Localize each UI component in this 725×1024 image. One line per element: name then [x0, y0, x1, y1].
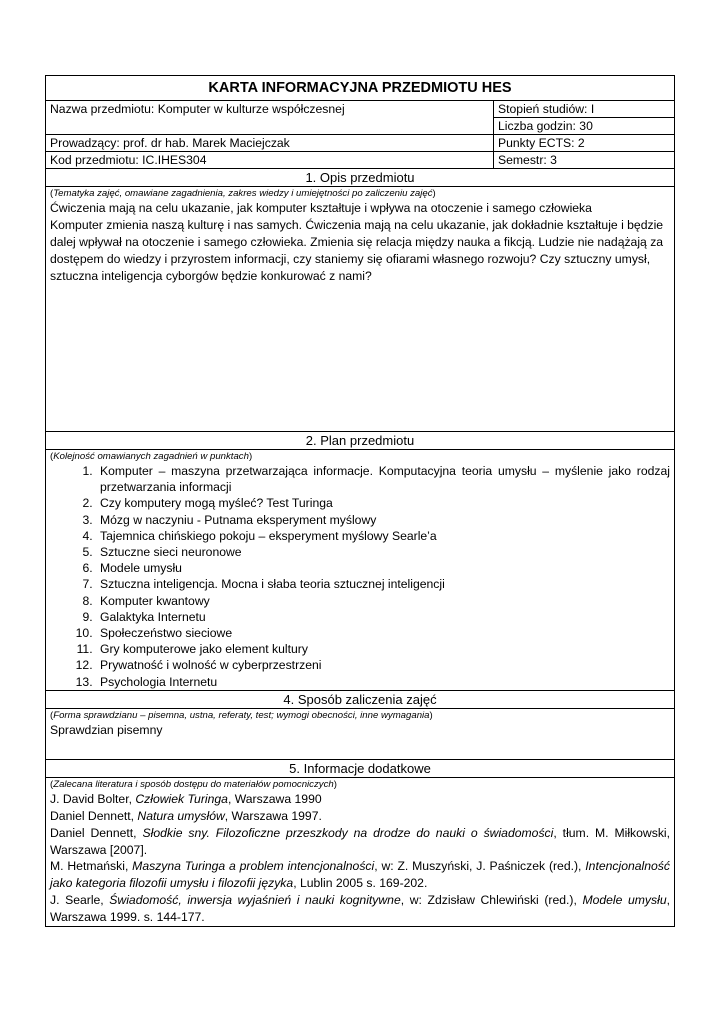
course-name: Nazwa przedmiotu: Komputer w kulturze współczesnej — [46, 101, 494, 135]
plan-item: 7. Sztuczna inteligencja. Mocna i słaba teoria sztucznej inteligencji — [96, 576, 670, 592]
assessment-method: Sprawdzian pisemny — [50, 722, 163, 737]
ects-points: Punkty ECTS: 2 — [494, 135, 675, 152]
section-1-description: Komputer zmienia naszą kulturę i nas samych. Ćwiczenia mają na celu ukazanie, jak dokładnie kształtuje i będzie dalej wpływał na otoczenie i samego człowieka. Zmienia się relacja między nauka a fikcją. Ludzie nie nadążają za dostępem do wiedzy i przyrostem informacji, czy staniemy się ofiarami własnego rozwoju? Czy sztuczny umysł, sztuczna inteligencja cyborgów będzie konkurować z nami? — [50, 218, 664, 283]
course-card — [45, 75, 674, 927]
section-4-content — [46, 708, 675, 759]
semester: Semestr: 3 — [494, 152, 675, 169]
plan-item: 8. Komputer kwantowy — [96, 593, 670, 609]
section-2-heading: 2. Plan przedmiotu — [46, 432, 675, 450]
plan-item: 9. Galaktyka Internetu — [96, 609, 670, 625]
plan-list — [50, 463, 670, 690]
section-2-content — [46, 450, 675, 691]
hours-count: Liczba godzin: 30 — [494, 118, 675, 135]
plan-item: 13. Psychologia Internetu — [96, 674, 670, 690]
plan-item: 1. Komputer – maszyna przetwarzająca informacje. Komputacyjna teoria umysłu – myślenie jako rodzaj przetwarzania informacji — [96, 463, 670, 495]
plan-item: 6. Modele umysłu — [96, 560, 670, 576]
plan-item: 4. Tajemnica chińskiego pokoju – eksperyment myślowy Searle’a — [96, 528, 670, 544]
study-level: Stopień studiów: I — [494, 101, 675, 118]
plan-item: 3. Mózg w naczyniu - Putnama eksperyment myślowy — [96, 512, 670, 528]
section-1-heading: 1. Opis przedmiotu — [46, 169, 675, 187]
section-5-note: (Zalecana literatura i sposób dostępu do materiałów pomocniczych) — [50, 778, 337, 790]
card-title: KARTA INFORMACYJNA PRZEDMIOTU HES — [46, 76, 675, 101]
reference-item: Daniel Dennett, Natura umysłów, Warszawa 1997. — [50, 808, 322, 823]
section-4-heading: 4. Sposób zaliczenia zajęć — [46, 690, 675, 708]
plan-item: 12. Prywatność i wolność w cyberprzestrzeni — [96, 657, 670, 673]
reference-item: M. Hetmański, Maszyna Turinga a problem intencjonalności, w: Z. Muszyński, J. Paśniczek (red.), Intencjonalność jako kategoria filozofii umysłu i filozofii języka, Lublin 2005 s. 169-202. — [50, 859, 670, 891]
section-1-content — [46, 187, 675, 432]
course-table — [45, 75, 675, 927]
reference-item: J. David Bolter, Człowiek Turinga, Warszawa 1990 — [50, 791, 322, 806]
reference-item: Daniel Dennett, Słodkie sny. Filozoficzne przeszkody na drodze do nauki o świadomości, tłum. M. Miłkowski, Warszawa [2007]. — [50, 825, 671, 857]
course-code: Kod przedmiotu: IC.IHES304 — [46, 152, 494, 169]
section-5-heading: 5. Informacje dodatkowe — [46, 759, 675, 777]
plan-item: 2. Czy komputery mogą myśleć? Test Turinga — [96, 495, 670, 511]
section-4-note: (Forma sprawdzianu – pisemna, ustna, referaty, test; wymogi obecności, inne wymagania) — [50, 709, 433, 721]
plan-item: 10. Społeczeństwo sieciowe — [96, 625, 670, 641]
plan-item: 5. Sztuczne sieci neuronowe — [96, 544, 670, 560]
lecturer: Prowadzący: prof. dr hab. Marek Maciejczak — [46, 135, 494, 152]
plan-item: 11. Gry komputerowe jako element kultury — [96, 641, 670, 657]
section-2-note: (Kolejność omawianych zagadnień w punktach) — [50, 451, 253, 462]
section-1-note: (Tematyka zajęć, omawiane zagadnienia, zakres wiedzy i umiejętności po zaliczeniu zajęć) — [50, 188, 436, 199]
section-5-content — [46, 777, 675, 926]
section-1-line-1: Ćwiczenia mają na celu ukazanie, jak komputer kształtuje i wpływa na otoczenie i samego człowieka — [50, 201, 592, 215]
reference-item: J. Searle, Świadomość, inwersja wyjaśnień i nauki kognitywne, w: Zdzisław Chlewiński (red.), Modele umysłu, Warszawa 1999. s. 144-177. — [50, 893, 670, 925]
